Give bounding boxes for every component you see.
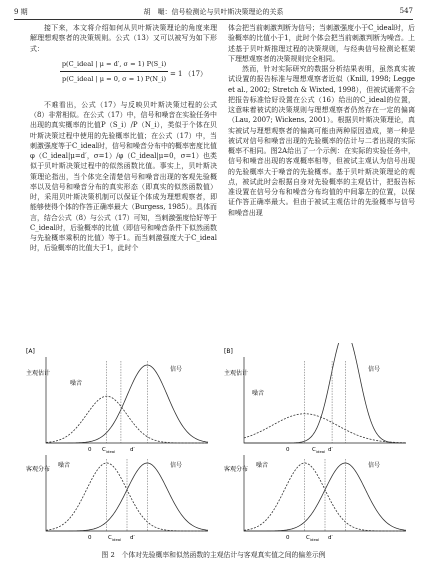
panel-a [24, 343, 212, 543]
paragraph: 体会把当前刺激判断为信号；当刺激强度小于C_ideal时，后验概率的比值小于1，此时个体会把当前刺激判断为噪音。上述基于贝叶斯推理过程的决策规则，与经典信号检测论框架下理想观察者的决策规则完全相同。 [228, 24, 415, 63]
issue-number: 9 期 [14, 8, 28, 16]
bottom-tick-labels [286, 535, 333, 542]
panel-b [222, 343, 410, 543]
signal-label: 信号 [368, 366, 381, 373]
tick-label: C [306, 535, 310, 541]
running-header [14, 5, 413, 19]
figure-2 [16, 343, 412, 548]
equation-rhs: = 1 [170, 69, 183, 78]
numerator: p(C_ideal | μ = d′, σ = 1) P(S_i) [61, 59, 167, 68]
header-rule [14, 19, 413, 20]
running-title: 胡 嘬：信号检测论与贝叶斯决策理论的关系 [143, 8, 284, 16]
tick-label: C [102, 447, 106, 453]
tick-label: d′ [130, 535, 135, 541]
plot-axes [244, 357, 406, 443]
top-tick-labels [286, 447, 333, 454]
top-plot-label: 主观估计 [26, 370, 51, 377]
noise-label: 噪音 [58, 462, 71, 469]
noise-label: 噪音 [252, 390, 265, 397]
signal-distribution-curve [46, 365, 208, 443]
bottom-tick-labels [88, 535, 135, 542]
paragraph: 然而，针对实际研究的数据分析结果表明，虽然真实被试设置的报告标准与理想观察者近似（Knill, 1998; Legge et al., 2002; Stretch & Wixted, 1998），但被试通常不会把报告标准恰好设置在公式（16）给出的C_ideal的位置，这意味着被试的决策规则与理想观察者仍然存在一定的偏离（Lau, 2007; Wickens, 2001）。根据贝叶斯决策理论，真实被试与理想观察者的偏离可能由两种原因造成，第一种是被试对信号和噪音出现的先验概率的估计与二者出现的实际概率不相同。图2A给出了一个示例：在实际的实验任务中，信号和噪音出现的客观概率相等，但被试主观认为信号出现的先验概率大于噪音的先验概率。基于贝叶斯决策理论的观点，被试此时会根据自身对先验概率的主观估计，把报告标准设置在信号分布和噪音分布均值的中间靠左的位置，以保证作答正确率最大。但由于被试主观估计的先验概率与信号和噪音出现 [228, 65, 415, 217]
tick-subscript: ideal [310, 537, 320, 542]
tick-subscript: ideal [112, 537, 122, 542]
equation-17 [30, 55, 217, 99]
top-plot-label: 主观估计 [224, 370, 249, 377]
panel-a-chart [24, 343, 212, 543]
paragraph: 接下来，本文将介绍如何从贝叶斯决策理论的角度来理解理想观察者的决策规则。公式（13）又可以被写为如下形式： [30, 24, 217, 53]
tick-label: d′ [328, 447, 333, 453]
panel-b-chart [222, 343, 410, 543]
figure-caption: 图 2 个体对先验概率和似然函数的主观估计与客观真实值之间的偏差示例 [101, 551, 326, 559]
left-column [30, 23, 217, 254]
right-column [228, 23, 415, 218]
signal-label: 信号 [170, 462, 183, 469]
signal-distribution-curve [244, 343, 406, 443]
page-number: 547 [399, 7, 413, 15]
signal-label: 信号 [170, 366, 183, 373]
signal-label: 信号 [368, 462, 381, 469]
fraction [60, 58, 168, 85]
tick-subscript: ideal [316, 449, 326, 454]
tick-label: d′ [328, 535, 333, 541]
denominator: p(C_ideal | μ = 0, σ = 1) P(N_i) [61, 74, 167, 83]
plot-axes [46, 357, 208, 443]
panel-tag: [B] [224, 348, 233, 355]
panel-tag: [A] [26, 348, 35, 355]
tick-label: d′ [130, 447, 135, 453]
top-tick-labels [88, 447, 135, 454]
tick-label: 0 [286, 535, 290, 541]
tick-label: 0 [88, 535, 92, 541]
bottom-plot-label: 客观分布 [26, 466, 51, 473]
noise-label: 噪音 [256, 462, 269, 469]
tick-label: C [108, 535, 112, 541]
tick-label: C [312, 447, 316, 453]
tick-label: 0 [286, 447, 290, 453]
noise-label: 噪音 [70, 380, 83, 387]
equation-number: （17） [184, 69, 207, 78]
tick-label: 0 [88, 447, 92, 453]
paragraph: 不难看出，公式（17）与反映贝叶斯决策过程的公式（8）非常相似。在公式（17）中，信号和噪音在实验任务中出现的真实概率的比值P（S_i）/P（N_i），类似于个体在贝叶斯决策过程中使用的先验概率比值；在公式（17）中，当刺激强度等于C_ideal时，信号和噪音分布中的概率密度比值φ（C_ideal|μ=d′，σ=1）/φ（C_ideal|μ=0，σ=1）也类似于贝叶斯决策过程中的似然函数比值。事实上，贝叶斯决策理论指出，当个体完全清楚信号和噪音出现的客观先验概率以及信号和噪音分布的真实形态（即真实的似然函数值）时，采用贝叶斯决策机制可以保证个体成为理想观察者，即能够使得个体的作答正确率最大（Burgess, 1985）。具体而言，结合公式（8）与公式（17）可知，当刺激强度恰好等于C_ideal时，后验概率的比值（即信号和噪音条件下似然函数与先验概率乘积的比值）等于1。而当刺激强度大于C_ideal时，后验概率的比值大于1，此时个 [30, 100, 217, 253]
noise-distribution-curve [46, 396, 208, 443]
fraction-bar [60, 71, 168, 72]
tick-subscript: ideal [106, 449, 116, 454]
bottom-plot-label: 客观分布 [224, 466, 249, 473]
